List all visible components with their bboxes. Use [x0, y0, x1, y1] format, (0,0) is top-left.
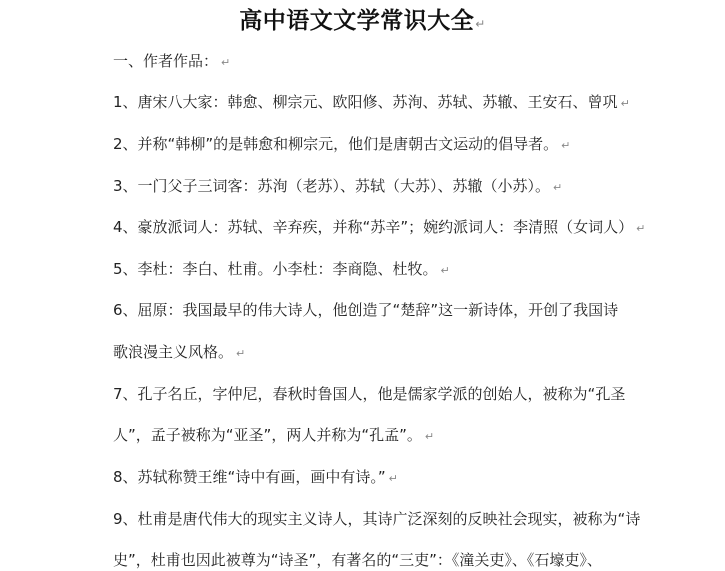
document-line	[113, 133, 570, 157]
paragraph-mark-icon: ↵	[236, 347, 246, 360]
title-text: 高中语文文学常识大全	[239, 8, 475, 34]
line-text: 5、李杜：李白、杜甫。小李杜：李商隐、杜牧。	[113, 260, 438, 278]
line-text: 人”，孟子被称为“亚圣”，两人并称为“孔孟”。	[113, 426, 422, 444]
document-line	[113, 258, 450, 282]
document-line	[113, 216, 645, 240]
document-line	[113, 424, 434, 448]
paragraph-mark-icon: ↵	[553, 181, 563, 194]
document-line	[113, 383, 625, 405]
line-text: 8、苏轼称赞王维“诗中有画，画中有诗。”	[113, 468, 386, 486]
line-text: 歌浪漫主义风格。	[113, 343, 234, 361]
document-title	[0, 4, 725, 41]
paragraph-mark-icon: ↵	[561, 139, 571, 152]
paragraph-mark-icon: ↵	[636, 222, 646, 235]
paragraph-mark-icon: ↵	[424, 430, 435, 443]
document-line	[113, 50, 230, 74]
document-line	[113, 175, 562, 199]
line-text: 4、豪放派词人：苏轼、辛弃疾，并称“苏辛”；婉约派词人：李清照（女词人）	[113, 218, 634, 236]
line-text: 7、孔子名丘，字仲尼，春秋时鲁国人，他是儒家学派的创始人，被称为“孔圣	[113, 385, 626, 403]
paragraph-mark-icon: ↵	[440, 264, 450, 277]
line-text: 9、杜甫是唐代伟大的现实主义诗人，其诗广泛深刻的反映社会现实，被称为“诗	[113, 510, 641, 528]
paragraph-mark-icon: ↵	[388, 472, 398, 485]
document-line	[113, 91, 630, 115]
paragraph-mark-icon: ↵	[620, 97, 630, 110]
document-line	[113, 549, 602, 571]
document-line	[113, 341, 245, 365]
line-text: 3、一门父子三词客：苏洵（老苏）、苏轼（大苏）、苏辙（小苏）。	[113, 177, 551, 195]
line-text: 一、作者作品：	[113, 52, 219, 70]
paragraph-mark-icon: ↵	[221, 56, 231, 69]
line-text: 1、唐宋八大家：韩愈、柳宗元、欧阳修、苏洵、苏轼、苏辙、王安石、曾巩	[113, 93, 618, 111]
line-text: 史”，杜甫也因此被尊为“诗圣”，有著名的“三吏”：《潼关吏》、《石壕吏》、	[113, 551, 602, 569]
document-line	[113, 508, 640, 530]
document-line	[113, 466, 398, 490]
line-text: 6、屈原：我国最早的伟大诗人，他创造了“楚辞”这一新诗体，开创了我国诗	[113, 301, 619, 319]
paragraph-mark-icon: ↵	[475, 17, 486, 31]
document-line	[113, 299, 618, 321]
line-text: 2、并称“韩柳”的是韩愈和柳宗元，他们是唐朝古文运动的倡导者。	[113, 135, 559, 153]
